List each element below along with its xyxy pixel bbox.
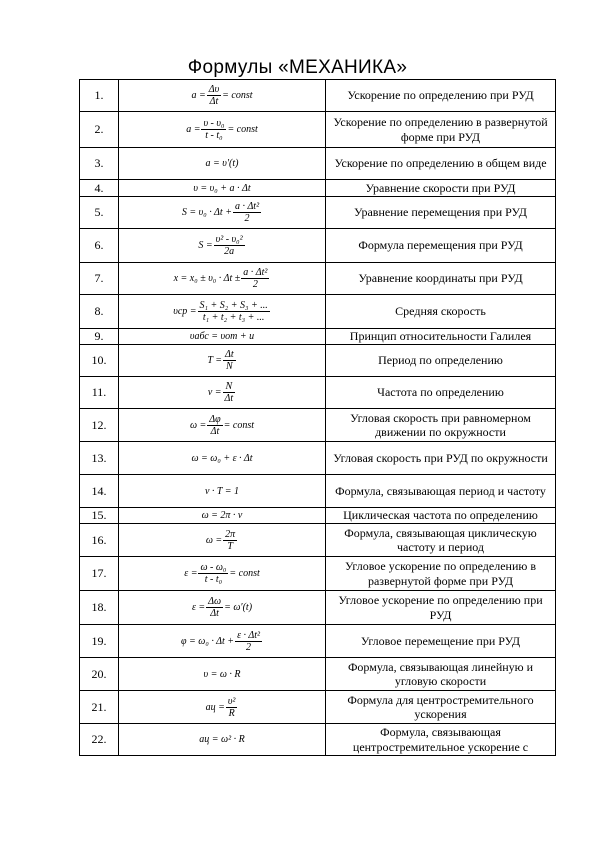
formula-lhs: φ = ω₀ · Δt +	[181, 635, 235, 647]
row-number: 15.	[80, 508, 119, 524]
row-number: 10.	[80, 345, 119, 377]
formula-description: Уравнение перемещения при РУД	[326, 197, 556, 229]
table-row	[80, 524, 556, 557]
table-row	[80, 658, 556, 691]
table-row	[80, 345, 556, 377]
fraction-denominator: 2	[246, 641, 252, 653]
page-title: Формулы «МЕХАНИКА»	[187, 57, 408, 78]
fraction	[214, 234, 245, 257]
formula: υ = υ₀ + a · Δt	[119, 180, 326, 197]
formula-description: Формула, связывающая линейную и угловую скорости	[326, 658, 556, 691]
row-number: 2.	[80, 112, 119, 148]
row-number: 8.	[80, 295, 119, 329]
fraction	[198, 562, 228, 585]
formula-description: Угловая скорость при равномерном движении по окружности	[326, 409, 556, 442]
fraction-numerator: 2π	[225, 528, 236, 540]
table-row	[80, 148, 556, 180]
fraction-denominator: R	[228, 707, 235, 719]
row-number: 6.	[80, 229, 119, 263]
formula	[119, 625, 326, 658]
table-row	[80, 112, 556, 148]
fraction-denominator: t - t₀	[204, 574, 223, 585]
row-number: 17.	[80, 557, 119, 591]
fraction	[226, 696, 238, 719]
formula	[119, 557, 326, 591]
fraction	[207, 84, 221, 107]
row-number: 22.	[80, 724, 119, 756]
formula-lhs: ε =	[191, 601, 206, 613]
row-number: 14.	[80, 475, 119, 508]
formula-lhs: a =	[186, 123, 201, 135]
formula-description: Угловое перемещение при РУД	[326, 625, 556, 658]
fraction-numerator: N	[223, 381, 236, 393]
fraction-numerator: ε · Δt²	[237, 629, 260, 641]
formula	[119, 197, 326, 229]
formula: υ = ω · R	[119, 658, 326, 691]
fraction-numerator: Δυ	[208, 84, 220, 95]
fraction	[198, 300, 270, 323]
table-row	[80, 625, 556, 658]
formula-description: Период по определению	[326, 345, 556, 377]
row-number: 9.	[80, 329, 119, 345]
fraction-numerator: υ²	[227, 695, 236, 707]
fraction	[223, 349, 236, 372]
formula-description: Ускорение по определению в общем виде	[326, 148, 556, 180]
formula-rhs: = const	[223, 419, 255, 431]
formula	[119, 112, 326, 148]
row-number: 4.	[80, 180, 119, 197]
table-row	[80, 263, 556, 295]
row-number: 18.	[80, 591, 119, 625]
table-row	[80, 80, 556, 112]
formula	[119, 263, 326, 295]
formula-description: Угловая скорость при РУД по окружности	[326, 442, 556, 475]
formula-rhs: = ω′(t)	[224, 601, 253, 613]
fraction-numerator: υ - υ₀	[203, 118, 225, 129]
fraction	[201, 118, 226, 141]
fraction	[206, 596, 223, 619]
fraction-denominator: T	[227, 540, 233, 552]
fraction-denominator: t - t₀	[205, 130, 223, 141]
row-number: 12.	[80, 409, 119, 442]
table-row	[80, 180, 556, 197]
row-number: 11.	[80, 377, 119, 409]
formula	[119, 524, 326, 557]
formula-lhs: S =	[198, 239, 213, 251]
formula-lhs: T =	[207, 354, 222, 366]
formula-description: Формула для центростремительного ускорения	[326, 691, 556, 724]
formula-description: Принцип относительности Галилея	[326, 329, 556, 345]
fraction-numerator: ω - ω₀	[200, 562, 227, 573]
table-row	[80, 295, 556, 329]
table-row	[80, 409, 556, 442]
formula-lhs: ν =	[207, 386, 222, 398]
formula	[119, 591, 326, 625]
table-row	[80, 557, 556, 591]
row-number: 20.	[80, 658, 119, 691]
table-row	[80, 197, 556, 229]
formula-rhs: = const	[229, 567, 260, 579]
formula-description: Циклическая частота по определению	[326, 508, 556, 524]
table-row	[80, 724, 556, 756]
table-row	[80, 229, 556, 263]
table-row	[80, 442, 556, 475]
fraction	[241, 267, 269, 290]
table-row	[80, 691, 556, 724]
fraction-denominator: N	[225, 361, 233, 372]
formula	[119, 229, 326, 263]
fraction	[223, 381, 236, 404]
row-number: 5.	[80, 197, 119, 229]
fraction-numerator: Δω	[208, 596, 222, 607]
formula: ω = 2π · ν	[119, 508, 326, 524]
fraction	[223, 529, 237, 552]
formula-lhs: ε =	[184, 567, 198, 579]
fraction	[233, 201, 261, 224]
row-number: 16.	[80, 524, 119, 557]
fraction-numerator: Δt	[224, 349, 234, 360]
fraction-denominator: 2	[244, 213, 250, 224]
fraction-numerator: S₁ + S₂ + S₃ + ...	[199, 300, 268, 311]
fraction-denominator: 2a	[224, 246, 235, 257]
formula-description: Уравнение координаты при РУД	[326, 263, 556, 295]
formula-rhs: = const	[227, 123, 258, 135]
table-row	[80, 329, 556, 345]
formula-lhs: ω =	[205, 534, 223, 546]
formula	[119, 80, 326, 112]
formula-description: Формула перемещения при РУД	[326, 229, 556, 263]
formula: ω = ω₀ + ε · Δt	[119, 442, 326, 475]
formula-lhs: υср =	[173, 305, 197, 317]
formula-lhs: aц =	[205, 701, 225, 713]
fraction	[207, 414, 222, 437]
fraction-numerator: υ² - υ₀²	[215, 234, 243, 245]
formula: a = υ′(t)	[119, 148, 326, 180]
formula-lhs: a =	[191, 89, 206, 101]
formula-description: Угловое ускорение по определению в развернутой форме при РУД	[326, 557, 556, 591]
formula	[119, 295, 326, 329]
formula-description: Формула, связывающая период и частоту	[326, 475, 556, 508]
formula-description: Формула, связывающая центростремительное ускорение с	[326, 724, 556, 756]
row-number: 3.	[80, 148, 119, 180]
formula: υабс = υот + u	[119, 329, 326, 345]
fraction-denominator: Δt	[210, 425, 220, 437]
formula-description: Формула, связывающая циклическую частоту и период	[326, 524, 556, 557]
formula-description: Угловое ускорение по определению при РУД	[326, 591, 556, 625]
table-row	[80, 508, 556, 524]
fraction-numerator: Δφ	[209, 413, 221, 425]
formula	[119, 409, 326, 442]
formula-description: Средняя скорость	[326, 295, 556, 329]
row-number: 7.	[80, 263, 119, 295]
fraction-numerator: a · Δt²	[234, 201, 260, 212]
formula-table	[79, 79, 556, 756]
formula	[119, 691, 326, 724]
formula-description: Ускорение по определению при РУД	[326, 80, 556, 112]
formula	[119, 345, 326, 377]
formula-description: Ускорение по определению в развернутой форме при РУД	[326, 112, 556, 148]
formula-lhs: x = x₀ ± υ₀ · Δt ±	[173, 272, 241, 284]
formula	[119, 377, 326, 409]
fraction	[235, 630, 262, 653]
row-number: 21.	[80, 691, 119, 724]
formula-lhs: S = υ₀ · Δt +	[181, 206, 232, 218]
row-number: 19.	[80, 625, 119, 658]
formula: aц = ω² · R	[119, 724, 326, 756]
fraction-denominator: Δt	[210, 608, 219, 619]
fraction-denominator: Δt	[209, 96, 219, 107]
formula-lhs: ω =	[189, 419, 207, 431]
row-number: 13.	[80, 442, 119, 475]
table-row	[80, 475, 556, 508]
formula: ν · T = 1	[119, 475, 326, 508]
fraction-denominator: t₁ + t₂ + t₃ + ...	[202, 312, 265, 323]
table-row	[80, 591, 556, 625]
table-row	[80, 377, 556, 409]
formula-rhs: = const	[222, 89, 253, 101]
fraction-numerator: a · Δt²	[243, 267, 268, 278]
formula-description: Частота по определению	[326, 377, 556, 409]
formula-description: Уравнение скорости при РУД	[326, 180, 556, 197]
fraction-denominator: 2	[252, 279, 258, 290]
fraction-denominator: Δt	[224, 393, 234, 404]
row-number: 1.	[80, 80, 119, 112]
